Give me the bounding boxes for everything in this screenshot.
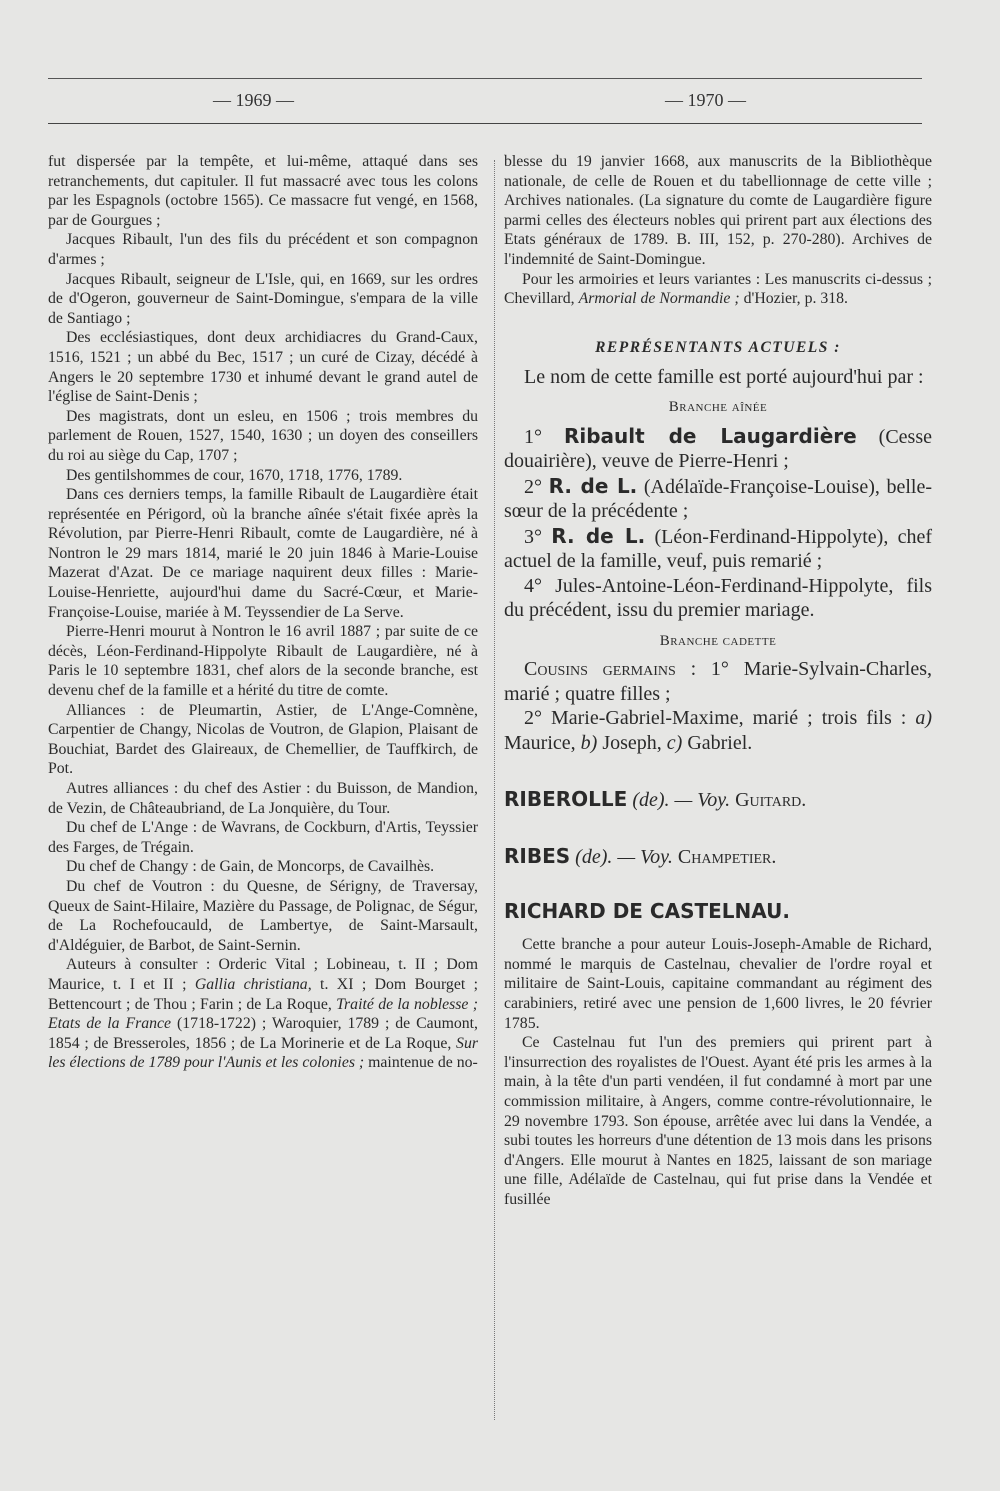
branch-heading: Branche aînée	[668, 399, 768, 416]
paragraph: Du chef de Voutron : du Quesne, de Sérigny, de Traversay, Queux de Saint-Hilaire, Mazière du Passage, de Polignac, de Ségur, de La Rochefoucauld, de Lambertye, de Saint-Marsault, d'Aldéguier, de Barbot, de Saint-Sernin.	[48, 877, 478, 954]
text: Auteurs à consulter : Orderic Vital ; Lobineau, t. II ; Dom Maurice, t. I et II ;	[48, 956, 478, 993]
header-rule	[48, 123, 922, 124]
text: d'Hozier, p. 318.	[739, 290, 849, 308]
person-name: R. de L.	[551, 523, 646, 548]
text: (Adélaïde-Françoise-Louise), belle-sœur de la précédente ;	[504, 475, 932, 523]
italic-title: Gallia christiana,	[194, 975, 312, 993]
text: (Léon-Ferdinand-Hippolyte), chef actuel de la famille, veuf, puis remarié ;	[504, 525, 932, 573]
cross-reference: Champetier.	[677, 846, 777, 869]
text: 2° Marie-Gabriel-Maxime, marié ; trois fils :	[524, 707, 916, 730]
item-number: 3°	[524, 525, 542, 548]
entry-riberolle	[504, 787, 932, 812]
paragraph: blesse du 19 janvier 1668, aux manuscrits de la Bibliothèque nationale, de celle de Rouen et du tabellionnage de cette ville ; Archives nationales. (La signature du comte de Laugardière figure parmi celles des électeurs nobles qui prirent part aux élections des Etats généraux de 1789. B. III, 152, p. 270-280). Archives de l'indemnité de Saint-Domingue.	[504, 153, 932, 268]
paragraph: Du chef de Changy : de Gain, de Moncorps, de Cavailhès.	[66, 858, 435, 876]
paragraph: fut dispersée par la tempête, et lui-même, attaqué dans ses retranchements, dut capituler. Il fut massacré avec tous les colons par les Espagnols (octobre 1565). Ce massacre fut vengé, en 1568, par de Gourgues ;	[48, 153, 478, 229]
right-column	[504, 152, 932, 1210]
branch-heading: Branche cadette	[659, 632, 777, 649]
list-item	[504, 657, 932, 706]
text: (1718-1722) ; Waroquier, 1789 ; de Caumont, 1854 ; de Bresseroles, 1856 ; de La Morinerie et de La Roque,	[48, 1015, 478, 1052]
paragraph: Le nom de cette famille est porté aujourd'hui par :	[524, 365, 924, 388]
text: maintenue de no-	[364, 1054, 478, 1072]
text: (de).	[632, 789, 670, 812]
italic-title: Armorial de Normandie ;	[578, 290, 740, 308]
italic-title: Sur les élections de 1789 pour l'Aunis et les colonies ;	[48, 1034, 478, 1072]
paragraph	[504, 270, 932, 309]
list-item	[504, 524, 932, 574]
text: (Cesse douairière), veuve de Pierre-Henri ;	[504, 425, 932, 473]
paragraph: Des magistrats, dont un esleu, en 1506 ; trois membres du parlement de Rouen, 1527, 1540, 1630 ; un doyen des conseillers du roi au siège du Cap, 1707 ;	[48, 407, 478, 464]
paragraph: Alliances : de Pleumartin, Astier, de L'Ange-Comnène, Carpentier de Changy, Nicolas de Voutron, de Glapion, Plaisant de Bouchiat, Bardet des Glaireaux, de Chemellier, de Tauffkirch, de Pot.	[48, 701, 478, 778]
entry-ribes	[504, 844, 932, 869]
entry-heading: RICHARD DE CASTELNAU.	[504, 899, 790, 924]
paragraph: Jacques Ribault, l'un des fils du précédent et son compagnon d'armes ;	[48, 231, 478, 268]
paragraph: Autres alliances : du chef des Astier : du Buisson, de Mandion, de Vezin, de Châteaubriand, de La Jonquière, du Tour.	[48, 780, 478, 817]
italic-title: Traité de la noblesse ; Etats de la France	[48, 995, 479, 1033]
list-item	[504, 706, 932, 755]
section-heading: REPRÉSENTANTS ACTUELS :	[595, 338, 841, 356]
left-page-number: — 1969 —	[213, 90, 294, 110]
column-divider	[494, 160, 495, 1420]
text: (de).	[575, 846, 613, 869]
text: — Voy.	[674, 789, 731, 812]
paragraph: Jacques Ribault, seigneur de L'Isle, qui, en 1669, sur les ordres de d'Ogeron, gouverneur de Saint-Domingue, s'empara de la ville de Santiago ;	[48, 270, 478, 327]
text: a)	[915, 707, 932, 730]
paragraph: Ce Castelnau fut l'un des premiers qui prirent part à l'insurrection des royalistes de l'Ouest. Ayant été pris les armes à la main, à la tête d'un parti vendéen, il fut condamné à mort par une commission militaire, à Angers, comme contre-révolutionnaire, le 29 novembre 1793. Son épouse, arrêtée avec lui dans la Vendée, a subi toutes les horreurs d'une détention de 13 mois dans les prisons d'Angers. Elle mourut à Nantes en 1825, laissant de son mariage une fille, Adélaïde de Castelnau, qui fut prise dans la Vendée et fusillée	[504, 1034, 932, 1208]
list-item	[504, 474, 932, 524]
left-column	[48, 152, 478, 1073]
person-name: Ribault de Laugardière	[563, 423, 857, 448]
right-top-text	[504, 152, 932, 309]
paragraph: Pierre-Henri mourut à Nontron le 16 avril 1887 ; par suite de ce décès, Léon-Ferdinand-Hippolyte Ribault de Laugardière, né à Paris le 10 septembre 1831, chef alors de la seconde branche, est devenu chef de la famille et a hérité du titre de comte.	[48, 623, 478, 700]
cross-reference: Guitard.	[735, 789, 807, 812]
paragraph: Cette branche a pour auteur Louis-Joseph-Amable de Richard, nommé le marquis de Castelnau, chevalier de l'ordre royal et militaire de Saint-Louis, capitaine commandant au régiment des carabiniers, retiré avec une pension de 1,600 livres, le 20 février 1785.	[504, 936, 932, 1032]
sources-paragraph	[48, 955, 478, 1073]
paragraph: Du chef de L'Ange : de Wavrans, de Cockburn, d'Artis, Teyssier des Farges, de Trégain.	[48, 819, 478, 856]
text: b)	[580, 731, 598, 754]
paragraph: Dans ces derniers temps, la famille Ribault de Laugardière était représentée en Périgord, où la branche aînée s'était fixée après la Révolution, par Pierre-Henri Ribault, comte de Laugardière, né à Nontron le 29 mars 1814, marié le 20 juin 1846 à Marie-Louise Mazerat d'Azat. De ce mariage naquirent deux filles : Marie-Louise-Henriette, aujourd'hui dame du Sacré-Cœur, et Marie-Françoise-Louise, mariée à M. Teyssendier de La Serve.	[48, 486, 478, 621]
representants-list	[504, 365, 932, 756]
list-item: 4° Jules-Antoine-Léon-Ferdinand-Hippolyte, fils du précédent, issu du premier mariage.	[504, 574, 932, 622]
text: Joseph,	[597, 731, 667, 754]
text: Maurice,	[504, 731, 581, 754]
top-rule	[48, 78, 922, 79]
paragraph: Des gentilshommes de cour, 1670, 1718, 1776, 1789.	[66, 466, 403, 484]
person-name: R. de L.	[548, 473, 638, 498]
text: c)	[666, 731, 683, 754]
text: — Voy.	[617, 846, 673, 869]
text: Gabriel.	[682, 731, 753, 754]
text: t. XI ; Dom Bourget ; Bettencourt ; de Thou ; Farin ; de La Roque,	[48, 975, 479, 1013]
text: : 1° Marie-Sylvain-Charles, marié ; quatre filles ;	[504, 658, 932, 705]
paragraph: Des ecclésiastiques, dont deux archidiacres du Grand-Caux, 1516, 1521 ; un abbé du Bec, 1517 ; un curé de Cizay, décédé à Angers le 20 septembre 1730 et inhumé devant le grand autel de l'église de Saint-Denis ;	[48, 329, 478, 406]
entry-name: RIBEROLLE	[504, 787, 628, 812]
list-item	[504, 424, 932, 474]
item-number: 2°	[524, 475, 542, 498]
richard-text	[504, 935, 932, 1209]
text: Cousins germains	[524, 658, 676, 681]
item-number: 1°	[524, 425, 542, 448]
entry-name: RIBES	[504, 844, 571, 869]
text: Pour les armoiries et leurs variantes : Les manuscrits ci-dessus ; Chevillard,	[504, 270, 932, 308]
right-page-number: — 1970 —	[665, 90, 746, 110]
